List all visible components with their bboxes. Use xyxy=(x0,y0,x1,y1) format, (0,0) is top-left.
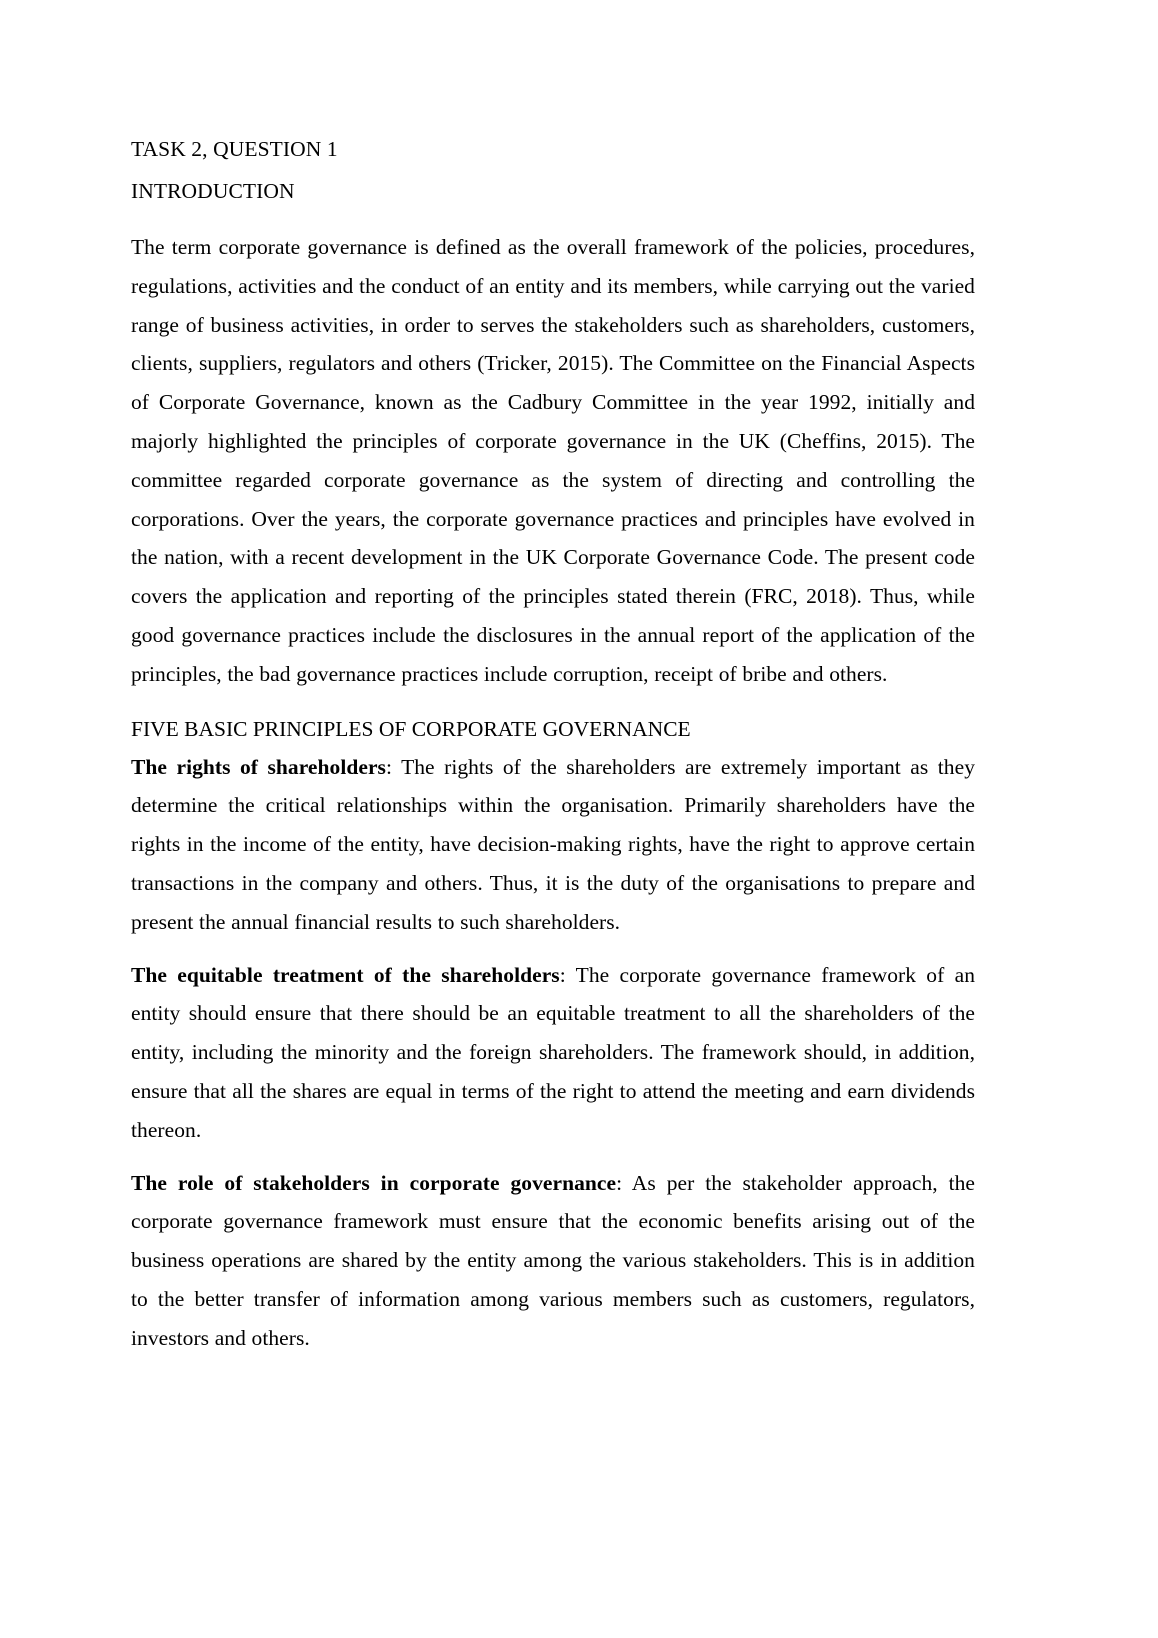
spacer xyxy=(131,212,975,228)
principle-paragraph xyxy=(131,748,975,942)
introduction-heading: INTRODUCTION xyxy=(131,179,295,203)
principles-section-heading: FIVE BASIC PRINCIPLES OF CORPORATE GOVERNANCE xyxy=(131,716,691,741)
document-body xyxy=(131,128,975,1358)
principle-body-text: : The corporate governance framework of an entity should ensure that there should be an equitable treatment to all the shareholders of the entity, including the minority and the foreign shareholders. The framework should, in addition, ensure that all the shares are equal in terms of the right to attend the meeting and earn dividends thereon. xyxy=(131,962,975,1142)
principle-body-text: : As per the stakeholder approach, the corporate governance framework must ensure that the economic benefits arising out of the business operations are shared by the entity among the various stakeholders. This is in addition to the better transfer of information among various members such as customers, regulators, investors and others. xyxy=(131,1170,975,1350)
principle-lead-label: The equitable treatment of the shareholders xyxy=(131,962,560,987)
principle-paragraph xyxy=(131,1164,975,1358)
introduction-paragraph: The term corporate governance is defined as the overall framework of the policies, procedures, regulations, activities and the conduct of an entity and its members, while carrying out the varied range of business activities, in order to serves the stakeholders such as shareholders, customers, clients, suppliers, regulators and others (Tricker, 2015). The Committee on the Financial Aspects of Corporate Governance, known as the Cadbury Committee in the year 1992, initially and majorly highlighted the principles of corporate governance in the UK (Cheffins, 2015). The committee regarded corporate governance as the system of directing and controlling the corporations. Over the years, the corporate governance practices and principles have evolved in the nation, with a recent development in the UK Corporate Governance Code. The present code covers the application and reporting of the principles stated therein (FRC, 2018). Thus, while good governance practices include the disclosures in the annual report of the application of the principles, the bad governance practices include corruption, receipt of bribe and others. xyxy=(131,235,975,686)
principle-lead-label: The role of stakeholders in corporate governance xyxy=(131,1170,617,1195)
principle-body-text: : The rights of the shareholders are extremely important as they determine the critical relationships within the organisation. Primarily shareholders have the rights in the income of the entity, have decision-making rights, have the right to approve certain transactions in the company and others. Thus, it is the duty of the organisations to prepare and present the annual financial results to such shareholders. xyxy=(131,754,975,934)
principle-lead-label: The rights of shareholders xyxy=(131,754,386,779)
spacer xyxy=(131,694,975,710)
principle-paragraph xyxy=(131,956,975,1150)
document-title: TASK 2, QUESTION 1 xyxy=(131,137,338,161)
